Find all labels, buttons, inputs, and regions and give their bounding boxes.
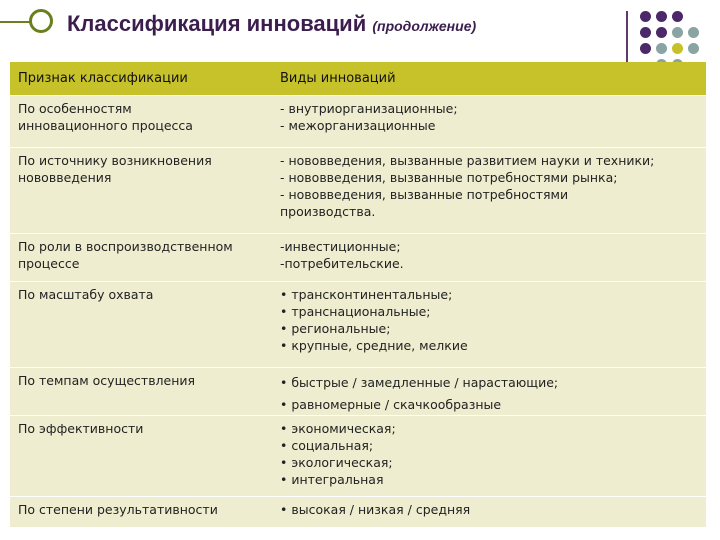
type-line: • трансконтинентальные;	[280, 287, 453, 302]
table-row	[10, 416, 706, 497]
table-row	[10, 282, 706, 368]
type-line: • экономическая;	[280, 421, 396, 436]
table-row	[10, 148, 706, 234]
types-cell	[274, 368, 706, 415]
type-line: • высокая / низкая / средняя	[280, 502, 471, 517]
type-line: -потребительские.	[280, 256, 404, 271]
type-line: • социальная;	[280, 438, 374, 453]
type-line: • равномерные / скачкообразные	[280, 397, 502, 412]
criterion-cell	[10, 282, 274, 367]
type-line: - межорганизационные	[280, 118, 436, 133]
criterion-line: По особенностям	[18, 101, 132, 116]
decoration-divider	[626, 11, 628, 65]
criterion-line: По роли в воспроизводственном	[18, 239, 233, 254]
header-types: Виды инноваций	[280, 71, 396, 86]
criterion-cell	[10, 234, 274, 281]
criterion-line: По темпам осуществления	[18, 373, 196, 388]
criterion-line: нововведения	[18, 170, 112, 185]
dot-icon	[688, 43, 699, 54]
criterion-cell	[10, 497, 274, 527]
title-decoration-line	[0, 21, 30, 23]
criterion-cell	[10, 96, 274, 147]
criterion-line: По источнику возникновения	[18, 153, 212, 168]
types-cell	[274, 96, 706, 147]
header-criterion: Признак классификации	[18, 71, 188, 86]
title-main: Классификация инноваций	[67, 11, 367, 36]
dot-icon	[672, 43, 683, 54]
type-line: - внутриорганизационные;	[280, 101, 458, 116]
dot-icon	[688, 27, 699, 38]
page-title	[67, 11, 476, 37]
table-header-row	[10, 62, 706, 96]
type-line: • региональные;	[280, 321, 391, 336]
dot-icon	[672, 27, 683, 38]
type-line: - нововведения, вызванные развитием науки и техники;	[280, 153, 655, 168]
table-row	[10, 368, 706, 416]
dot-icon	[640, 27, 651, 38]
criterion-cell	[10, 148, 274, 233]
dot-icon	[656, 27, 667, 38]
types-cell	[274, 148, 706, 233]
criterion-line: По эффективности	[18, 421, 144, 436]
dot-icon	[656, 11, 667, 22]
criterion-line: процессе	[18, 256, 80, 271]
dot-icon	[640, 11, 651, 22]
type-line: -инвестиционные;	[280, 239, 401, 254]
dot-icon	[640, 43, 651, 54]
table-row	[10, 234, 706, 282]
dot-icon	[672, 11, 683, 22]
type-line: • быстрые / замедленные / нарастающие;	[280, 375, 559, 390]
table-row	[10, 96, 706, 148]
criterion-line: По степени результативности	[18, 502, 218, 517]
criterion-cell	[10, 416, 274, 496]
type-line: • экологическая;	[280, 455, 393, 470]
types-cell	[274, 416, 706, 496]
criterion-cell	[10, 368, 274, 415]
classification-table	[10, 62, 706, 528]
criterion-line: По масштабу охвата	[18, 287, 154, 302]
criterion-line: инновационного процесса	[18, 118, 193, 133]
table-row	[10, 497, 706, 528]
type-line: • транснациональные;	[280, 304, 431, 319]
types-cell	[274, 282, 706, 367]
types-cell	[274, 497, 706, 527]
dot-icon	[656, 43, 667, 54]
title-ring-icon	[29, 9, 53, 33]
title-subtitle: (продолжение)	[372, 18, 477, 34]
type-line: • крупные, средние, мелкие	[280, 338, 468, 353]
type-line: - нововведения, вызванные потребностями	[280, 187, 569, 202]
type-line: • интегральная	[280, 472, 384, 487]
type-line: - нововведения, вызванные потребностями рынка;	[280, 170, 618, 185]
types-cell	[274, 234, 706, 281]
type-line: производства.	[280, 204, 376, 219]
